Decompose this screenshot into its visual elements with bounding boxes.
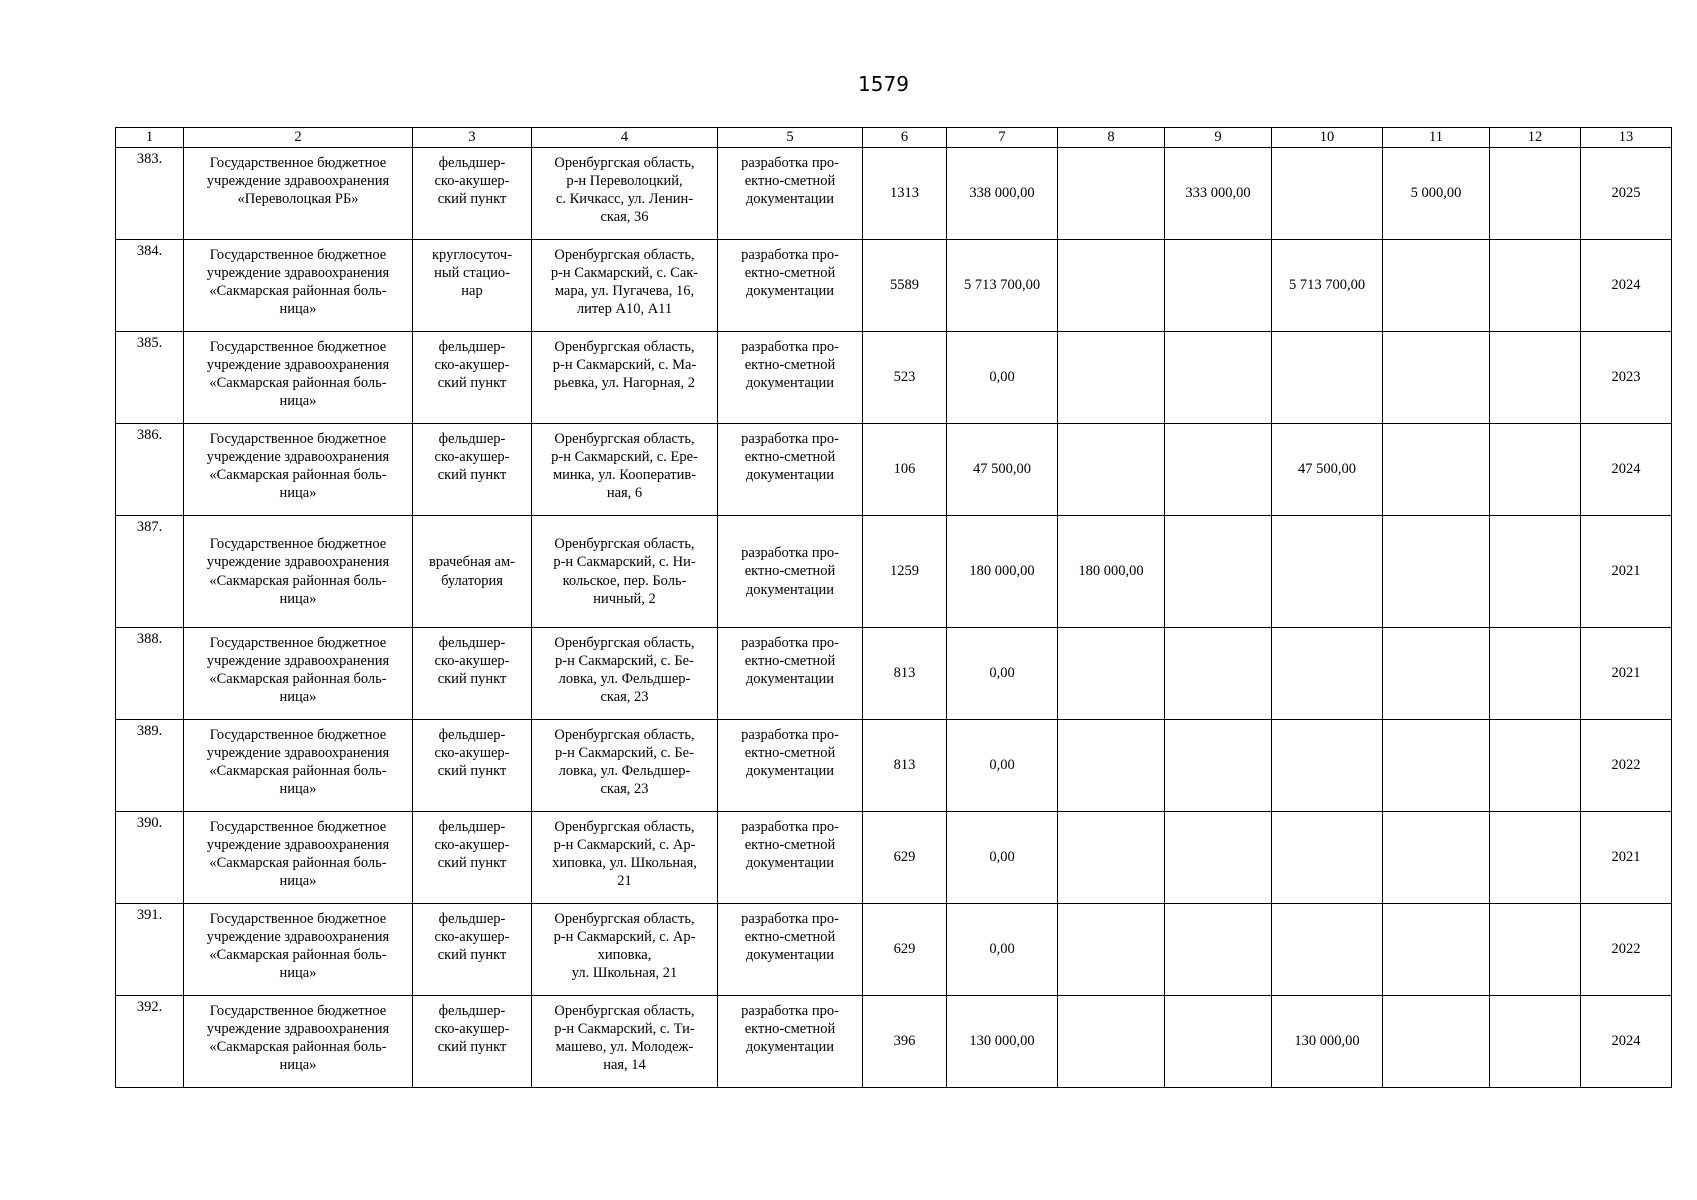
address-cell: [532, 332, 718, 424]
column-header: 11: [1383, 128, 1490, 148]
amount-col-9: [1165, 720, 1272, 812]
facility-type: фельдшер- ско-акушер- ский пункт: [434, 819, 510, 872]
total-amount: 0,00: [947, 332, 1058, 424]
table-body: [116, 148, 1672, 1088]
organization-name: Государственное бюджетное учреждение здравоохранения «Сакмарская районная боль- ница»: [206, 339, 390, 410]
column-header: 7: [947, 128, 1058, 148]
column-header: 12: [1490, 128, 1581, 148]
organization-name: Государственное бюджетное учреждение здравоохранения «Переволоцкая РБ»: [206, 155, 390, 208]
work-type: разработка про- ектно-сметной документации: [741, 545, 839, 598]
amount-col-11: [1383, 904, 1490, 996]
amount-col-12: [1490, 332, 1581, 424]
year-value: 2021: [1581, 516, 1672, 628]
amount-col-11: [1383, 240, 1490, 332]
table-row: [116, 904, 1672, 996]
amount-col-9: [1165, 904, 1272, 996]
address: Оренбургская область, р-н Сакмарский, с. Сак- мара, ул. Пугачева, 16, литер А10, А11: [550, 247, 699, 318]
total-amount: 0,00: [947, 628, 1058, 720]
table-row: [116, 332, 1672, 424]
column-number-row: [116, 128, 1672, 148]
amount-col-12: [1490, 904, 1581, 996]
amount-col-12: [1490, 240, 1581, 332]
table-row: [116, 996, 1672, 1088]
table-row: [116, 812, 1672, 904]
table-row: [116, 516, 1672, 628]
amount-col-9: [1165, 240, 1272, 332]
organization-cell: [184, 628, 413, 720]
facility-type: фельдшер- ско-акушер- ский пункт: [434, 155, 510, 208]
total-amount: 0,00: [947, 720, 1058, 812]
address-cell: [532, 996, 718, 1088]
facility-type-cell: [413, 904, 532, 996]
area-value: 1259: [863, 516, 947, 628]
amount-col-10: [1272, 904, 1383, 996]
organization-cell: [184, 996, 413, 1088]
amount-col-11: [1383, 628, 1490, 720]
total-amount: 130 000,00: [947, 996, 1058, 1088]
area-value: 5589: [863, 240, 947, 332]
address-cell: [532, 904, 718, 996]
amount-col-11: [1383, 996, 1490, 1088]
amount-col-8: [1058, 240, 1165, 332]
table-row: [116, 720, 1672, 812]
organization-name: Государственное бюджетное учреждение здравоохранения «Сакмарская районная боль- ница»: [206, 727, 390, 798]
amount-col-12: [1490, 424, 1581, 516]
amount-col-12: [1490, 720, 1581, 812]
column-header: 2: [184, 128, 413, 148]
area-value: 813: [863, 720, 947, 812]
row-number: 384.: [116, 240, 184, 332]
facility-type: фельдшер- ско-акушер- ский пункт: [434, 911, 510, 964]
amount-col-8: [1058, 424, 1165, 516]
row-number: 388.: [116, 628, 184, 720]
row-number: 386.: [116, 424, 184, 516]
amount-col-9: [1165, 516, 1272, 628]
work-type-cell: [718, 240, 863, 332]
work-type-cell: [718, 148, 863, 240]
column-header: 8: [1058, 128, 1165, 148]
facility-type: фельдшер- ско-акушер- ский пункт: [434, 1003, 510, 1056]
address: Оренбургская область, р-н Сакмарский, с. Бе- ловка, ул. Фельдшер- ская, 23: [554, 727, 695, 798]
column-header: 10: [1272, 128, 1383, 148]
address: Оренбургская область, р-н Сакмарский, с. Ар- хиповка, ул. Школьная, 21: [552, 819, 697, 890]
amount-col-9: [1165, 812, 1272, 904]
organization-name: Государственное бюджетное учреждение здравоохранения «Сакмарская районная боль- ница»: [206, 819, 390, 890]
amount-col-8: [1058, 996, 1165, 1088]
address-cell: [532, 720, 718, 812]
amount-col-8: [1058, 812, 1165, 904]
table-row: [116, 424, 1672, 516]
facility-type-cell: [413, 332, 532, 424]
work-type-cell: [718, 812, 863, 904]
area-value: 629: [863, 904, 947, 996]
amount-col-9: 333 000,00: [1165, 148, 1272, 240]
total-amount: 0,00: [947, 812, 1058, 904]
address: Оренбургская область, р-н Переволоцкий, с. Кичкасс, ул. Ленин- ская, 36: [554, 155, 695, 226]
amount-col-8: [1058, 332, 1165, 424]
area-value: 1313: [863, 148, 947, 240]
year-value: 2024: [1581, 240, 1672, 332]
address-cell: [532, 516, 718, 628]
facility-type: круглосуточ- ный стацио- нар: [431, 247, 513, 300]
table-row: [116, 240, 1672, 332]
amount-col-9: [1165, 628, 1272, 720]
column-header: 13: [1581, 128, 1672, 148]
column-header: 9: [1165, 128, 1272, 148]
amount-col-11: 5 000,00: [1383, 148, 1490, 240]
area-value: 523: [863, 332, 947, 424]
amount-col-10: [1272, 628, 1383, 720]
organization-name: Государственное бюджетное учреждение здравоохранения «Сакмарская районная боль- ница»: [206, 1003, 390, 1074]
work-type: разработка про- ектно-сметной документации: [741, 819, 839, 872]
organization-name: Государственное бюджетное учреждение здравоохранения «Сакмарская районная боль- ница»: [206, 911, 390, 982]
total-amount: 338 000,00: [947, 148, 1058, 240]
column-header: 4: [532, 128, 718, 148]
facility-type-cell: [413, 148, 532, 240]
amount-col-8: 180 000,00: [1058, 516, 1165, 628]
amount-col-10: [1272, 332, 1383, 424]
address: Оренбургская область, р-н Сакмарский, с. Бе- ловка, ул. Фельдшер- ская, 23: [554, 635, 695, 706]
address: Оренбургская область, р-н Сакмарский, с. Ере- минка, ул. Кооператив- ная, 6: [551, 431, 698, 502]
amount-col-10: [1272, 148, 1383, 240]
row-number: 383.: [116, 148, 184, 240]
row-number: 387.: [116, 516, 184, 628]
work-type: разработка про- ектно-сметной документации: [741, 155, 839, 208]
facility-type: фельдшер- ско-акушер- ский пункт: [434, 431, 510, 484]
work-type: разработка про- ектно-сметной документации: [741, 1003, 839, 1056]
amount-col-8: [1058, 148, 1165, 240]
work-type: разработка про- ектно-сметной документации: [741, 431, 839, 484]
table-row: [116, 148, 1672, 240]
organization-cell: [184, 240, 413, 332]
facility-type-cell: [413, 720, 532, 812]
amount-col-11: [1383, 332, 1490, 424]
address-cell: [532, 628, 718, 720]
year-value: 2022: [1581, 720, 1672, 812]
amount-col-12: [1490, 148, 1581, 240]
year-value: 2022: [1581, 904, 1672, 996]
page-number: 1579: [858, 72, 909, 96]
address: Оренбургская область, р-н Сакмарский, с. Ар- хиповка, ул. Школьная, 21: [553, 911, 696, 982]
organization-cell: [184, 904, 413, 996]
amount-col-10: [1272, 516, 1383, 628]
area-value: 396: [863, 996, 947, 1088]
work-type-cell: [718, 332, 863, 424]
facility-type: фельдшер- ско-акушер- ский пункт: [434, 339, 510, 392]
amount-col-8: [1058, 720, 1165, 812]
area-value: 813: [863, 628, 947, 720]
area-value: 106: [863, 424, 947, 516]
organization-cell: [184, 516, 413, 628]
organization-cell: [184, 332, 413, 424]
work-type: разработка про- ектно-сметной документации: [741, 911, 839, 964]
amount-col-10: 130 000,00: [1272, 996, 1383, 1088]
year-value: 2021: [1581, 628, 1672, 720]
organization-cell: [184, 720, 413, 812]
address-cell: [532, 148, 718, 240]
total-amount: 180 000,00: [947, 516, 1058, 628]
total-amount: 5 713 700,00: [947, 240, 1058, 332]
column-header: 1: [116, 128, 184, 148]
facility-type: врачебная ам- булатория: [429, 554, 515, 589]
work-type-cell: [718, 996, 863, 1088]
row-number: 391.: [116, 904, 184, 996]
amount-col-8: [1058, 904, 1165, 996]
column-header: 6: [863, 128, 947, 148]
facility-type: фельдшер- ско-акушер- ский пункт: [434, 635, 510, 688]
row-number: 385.: [116, 332, 184, 424]
amount-col-12: [1490, 516, 1581, 628]
amount-col-10: 5 713 700,00: [1272, 240, 1383, 332]
amount-col-11: [1383, 720, 1490, 812]
amount-col-12: [1490, 628, 1581, 720]
organization-name: Государственное бюджетное учреждение здравоохранения «Сакмарская районная боль- ница»: [206, 431, 390, 502]
facility-type-cell: [413, 996, 532, 1088]
work-type: разработка про- ектно-сметной документации: [741, 339, 839, 392]
organization-name: Государственное бюджетное учреждение здравоохранения «Сакмарская районная боль- ница»: [206, 536, 390, 607]
facilities-table: [115, 127, 1672, 1088]
row-number: 392.: [116, 996, 184, 1088]
table-row: [116, 628, 1672, 720]
facility-type-cell: [413, 628, 532, 720]
amount-col-9: [1165, 424, 1272, 516]
amount-col-10: 47 500,00: [1272, 424, 1383, 516]
total-amount: 0,00: [947, 904, 1058, 996]
amount-col-10: [1272, 812, 1383, 904]
organization-cell: [184, 812, 413, 904]
row-number: 390.: [116, 812, 184, 904]
work-type-cell: [718, 516, 863, 628]
organization-name: Государственное бюджетное учреждение здравоохранения «Сакмарская районная боль- ница»: [206, 635, 390, 706]
amount-col-9: [1165, 996, 1272, 1088]
amount-col-11: [1383, 812, 1490, 904]
work-type-cell: [718, 424, 863, 516]
address-cell: [532, 424, 718, 516]
address: Оренбургская область, р-н Сакмарский, с. Ти- машево, ул. Молодеж- ная, 14: [554, 1003, 695, 1074]
address: Оренбургская область, р-н Сакмарский, с. Ма- рьевка, ул. Нагорная, 2: [552, 339, 697, 392]
facility-type-cell: [413, 516, 532, 628]
address-cell: [532, 240, 718, 332]
facility-type-cell: [413, 240, 532, 332]
work-type-cell: [718, 628, 863, 720]
year-value: 2021: [1581, 812, 1672, 904]
column-header: 5: [718, 128, 863, 148]
amount-col-11: [1383, 516, 1490, 628]
year-value: 2025: [1581, 148, 1672, 240]
total-amount: 47 500,00: [947, 424, 1058, 516]
amount-col-12: [1490, 812, 1581, 904]
amount-col-9: [1165, 332, 1272, 424]
year-value: 2023: [1581, 332, 1672, 424]
address: Оренбургская область, р-н Сакмарский, с. Ни- кольское, пер. Боль- ничный, 2: [553, 536, 696, 607]
organization-name: Государственное бюджетное учреждение здравоохранения «Сакмарская районная боль- ница»: [206, 247, 390, 318]
facility-type-cell: [413, 424, 532, 516]
work-type-cell: [718, 904, 863, 996]
amount-col-12: [1490, 996, 1581, 1088]
year-value: 2024: [1581, 996, 1672, 1088]
address-cell: [532, 812, 718, 904]
organization-cell: [184, 148, 413, 240]
work-type: разработка про- ектно-сметной документации: [741, 635, 839, 688]
column-header: 3: [413, 128, 532, 148]
facility-type: фельдшер- ско-акушер- ский пункт: [434, 727, 510, 780]
organization-cell: [184, 424, 413, 516]
work-type-cell: [718, 720, 863, 812]
work-type: разработка про- ектно-сметной документации: [741, 247, 839, 300]
row-number: 389.: [116, 720, 184, 812]
facility-type-cell: [413, 812, 532, 904]
work-type: разработка про- ектно-сметной документации: [741, 727, 839, 780]
amount-col-10: [1272, 720, 1383, 812]
amount-col-11: [1383, 424, 1490, 516]
area-value: 629: [863, 812, 947, 904]
amount-col-8: [1058, 628, 1165, 720]
year-value: 2024: [1581, 424, 1672, 516]
